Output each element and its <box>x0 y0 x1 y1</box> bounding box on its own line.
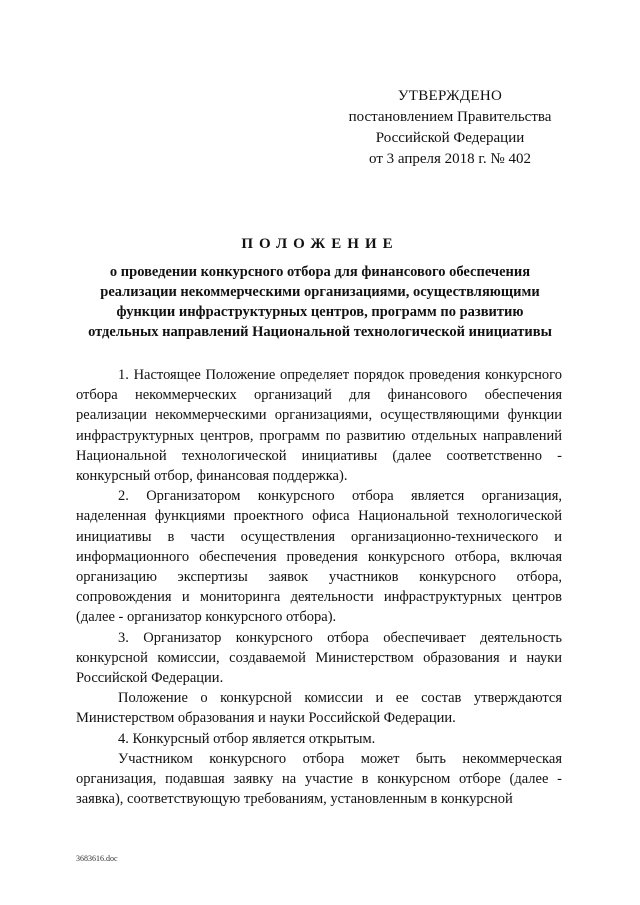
paragraph-4-participant: Участником конкурсного отбора может быть некоммерческая организация, подавшая заявку на участие в конкурсном отборе (далее - заявка), соответствующую требованиям, установленным в конкурсной <box>76 750 562 808</box>
approval-line-federation: Российской Федерации <box>375 130 525 146</box>
file-name-footer: 3683616.doc <box>76 854 118 863</box>
paragraph-2: 2. Организатором конкурсного отбора является организация, наделенная функциями проектного офиса Национальной технологической инициативы в части осуществления организационно-технического и информационного обеспечения проведения конкурсного отбора, включая организацию экспертизы заявок участников конкурсного отбора, сопровождения и мониторинга деятельности инфраструктурных центров (далее - организатор конкурсного отбора). <box>76 488 562 626</box>
subtitle-line: функции инфраструктурных центров, программ по развитию <box>116 304 524 320</box>
approval-stamp <box>340 86 560 170</box>
paragraph-4: 4. Конкурсный отбор является открытым. <box>118 730 376 747</box>
subtitle-line: отдельных направлений Национальной технологической инициативы <box>88 324 552 340</box>
paragraph-3-commission: Положение о конкурсной комиссии и ее состав утверждаются Министерством образования и науки Российской Федерации. <box>76 690 562 727</box>
paragraph-1: 1. Настоящее Положение определяет порядок проведения конкурсного отбора некоммерческих организаций для финансового обеспечения реализации некоммерческими организациями, осуществляющими функции инфраструктурных центров, программ по развитию отдельных направлений Национальной технологической инициативы (далее соответственно - конкурсный отбор, финансовая поддержка). <box>76 367 562 485</box>
document-subtitle <box>40 262 600 342</box>
approval-word: УТВЕРЖДЕНО <box>397 88 503 104</box>
approval-line-date-number: от 3 апреля 2018 г. № 402 <box>369 151 531 167</box>
approval-line-decree: постановлением Правительства <box>348 109 552 125</box>
document-body <box>76 365 562 809</box>
subtitle-line: реализации некоммерческими организациями, осуществляющими <box>100 284 540 300</box>
document-heading: ПОЛОЖЕНИЕ <box>241 236 399 252</box>
subtitle-line: о проведении конкурсного отбора для финансового обеспечения <box>109 264 531 280</box>
paragraph-3: 3. Организатор конкурсного отбора обеспечивает деятельность конкурсной комиссии, создаваемой Министерством образования и науки Российской Федерации. <box>76 629 562 687</box>
